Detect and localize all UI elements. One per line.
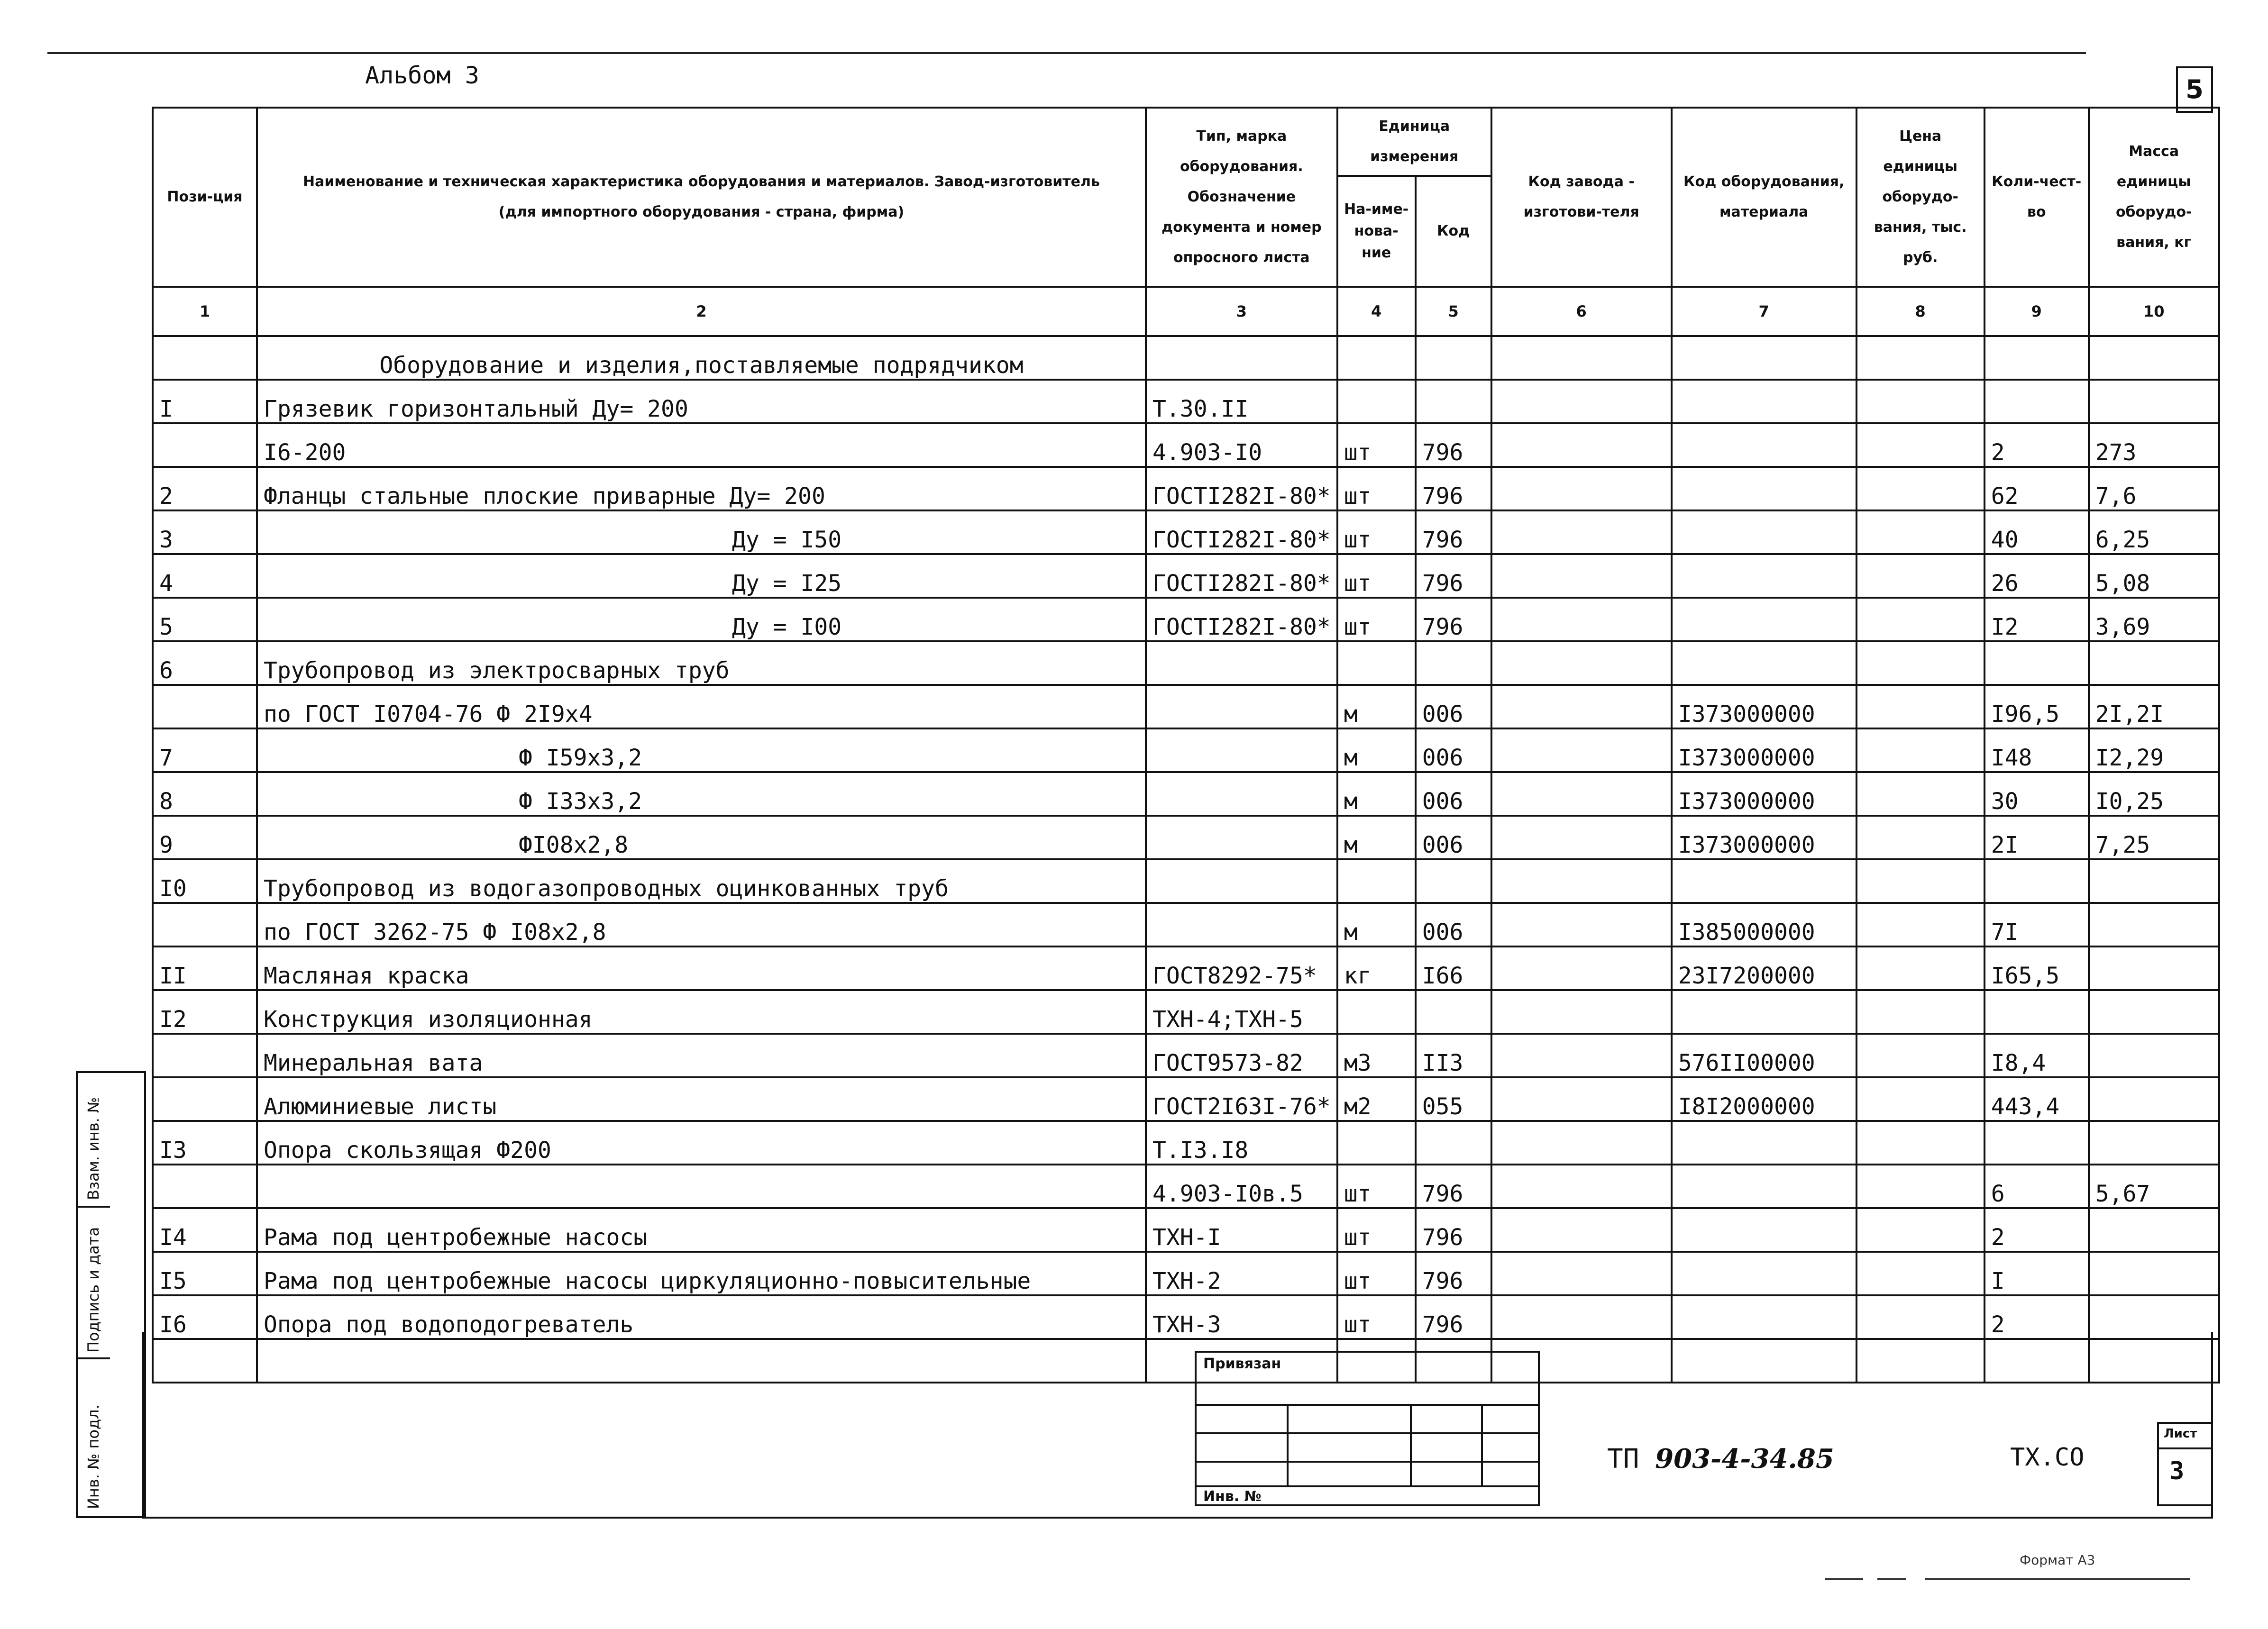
row-name: Ф I59х3,2 bbox=[257, 728, 1146, 772]
row-factory-code bbox=[1491, 946, 1672, 990]
row-name: I6-200 bbox=[257, 423, 1146, 467]
row-mass bbox=[2089, 1034, 2219, 1077]
row-factory-code bbox=[1491, 728, 1672, 772]
row-type bbox=[1146, 859, 1337, 903]
sheet-label: Лист bbox=[2164, 1427, 2197, 1441]
row-quantity bbox=[1984, 1121, 2089, 1165]
row-name: Конструкция изоляционная bbox=[257, 990, 1146, 1034]
row-name: по ГОСТ I0704-76 Ф 2I9х4 bbox=[257, 685, 1146, 728]
row-quantity: 2 bbox=[1984, 423, 2089, 467]
row-unit-code: 006 bbox=[1416, 816, 1491, 859]
row-price bbox=[1856, 772, 1984, 816]
section-row bbox=[153, 336, 2219, 380]
row-unit bbox=[1337, 380, 1416, 423]
header-name: Наименование и техническая характеристика оборудования и материалов. Завод-изготовитель (для импортного оборудования - страна, фирма) bbox=[257, 108, 1146, 287]
table-row bbox=[153, 598, 2219, 641]
col-number: 10 bbox=[2089, 287, 2219, 336]
row-mass: I0,25 bbox=[2089, 772, 2219, 816]
row-price bbox=[1856, 510, 1984, 554]
row-unit-code: 055 bbox=[1416, 1077, 1491, 1121]
row-unit: шт bbox=[1337, 1252, 1416, 1295]
row-factory-code bbox=[1491, 1077, 1672, 1121]
row-material-code: I373000000 bbox=[1672, 816, 1856, 859]
table-row bbox=[153, 1121, 2219, 1165]
row-unit-code: 796 bbox=[1416, 1165, 1491, 1208]
row-material-code bbox=[1672, 641, 1856, 685]
row-unit-code bbox=[1416, 990, 1491, 1034]
row-type: ТХН-2 bbox=[1146, 1252, 1337, 1295]
row-type: ГОСТI282I-80* bbox=[1146, 510, 1337, 554]
row-quantity: I65,5 bbox=[1984, 946, 2089, 990]
row-material-code bbox=[1672, 467, 1856, 510]
section-title: Оборудование и изделия,поставляемые подрядчиком bbox=[257, 336, 1146, 380]
row-unit-code: 796 bbox=[1416, 1208, 1491, 1252]
table-row bbox=[153, 859, 2219, 903]
table-row bbox=[153, 903, 2219, 946]
row-type: Т.30.II bbox=[1146, 380, 1337, 423]
row-factory-code bbox=[1491, 510, 1672, 554]
row-mass: 5,67 bbox=[2089, 1165, 2219, 1208]
row-position: I3 bbox=[153, 1121, 257, 1165]
row-type: ГОСТ9573-82 bbox=[1146, 1034, 1337, 1077]
row-price bbox=[1856, 467, 1984, 510]
row-position: II bbox=[153, 946, 257, 990]
row-position: 4 bbox=[153, 554, 257, 598]
row-factory-code bbox=[1491, 467, 1672, 510]
row-type: ГОСТI282I-80* bbox=[1146, 467, 1337, 510]
table-row bbox=[153, 685, 2219, 728]
row-unit: м bbox=[1337, 728, 1416, 772]
row-unit: шт bbox=[1337, 1208, 1416, 1252]
sidebar-sign-date: Подпись и дата bbox=[84, 1227, 102, 1353]
row-mass: 273 bbox=[2089, 423, 2219, 467]
row-factory-code bbox=[1491, 816, 1672, 859]
document-section: ТХ.СО bbox=[2010, 1443, 2085, 1472]
table-row bbox=[153, 510, 2219, 554]
format-label: Формат А3 bbox=[2020, 1552, 2095, 1568]
row-mass bbox=[2089, 903, 2219, 946]
row-position: 7 bbox=[153, 728, 257, 772]
row-name: Трубопровод из водогазопроводных оцинкованных труб bbox=[257, 859, 1146, 903]
row-name: Грязевик горизонтальный Ду= 200 bbox=[257, 380, 1146, 423]
row-price bbox=[1856, 1165, 1984, 1208]
table-row bbox=[153, 423, 2219, 467]
row-type: ТХН-4;ТХН-5 bbox=[1146, 990, 1337, 1034]
row-price bbox=[1856, 685, 1984, 728]
row-price bbox=[1856, 1077, 1984, 1121]
row-name: Ду = I00 bbox=[257, 598, 1146, 641]
row-unit-code: 006 bbox=[1416, 772, 1491, 816]
row-mass: 3,69 bbox=[2089, 598, 2219, 641]
row-position: I6 bbox=[153, 1295, 257, 1339]
row-factory-code bbox=[1491, 990, 1672, 1034]
row-price bbox=[1856, 641, 1984, 685]
row-unit bbox=[1337, 859, 1416, 903]
row-unit: м3 bbox=[1337, 1034, 1416, 1077]
row-price bbox=[1856, 816, 1984, 859]
table-row bbox=[153, 946, 2219, 990]
row-price bbox=[1856, 1252, 1984, 1295]
row-position: 6 bbox=[153, 641, 257, 685]
sidebar-inv-orig: Инв. № подл. bbox=[84, 1404, 102, 1509]
row-position bbox=[153, 1034, 257, 1077]
row-factory-code bbox=[1491, 1121, 1672, 1165]
document-number bbox=[1607, 1443, 1834, 1474]
stamp-inv-label: Инв. № bbox=[1203, 1488, 1262, 1505]
stamp-bound-label: Привязан bbox=[1203, 1356, 1281, 1372]
table-row bbox=[153, 1252, 2219, 1295]
row-material-code bbox=[1672, 1165, 1856, 1208]
row-position: I2 bbox=[153, 990, 257, 1034]
row-material-code: I373000000 bbox=[1672, 728, 1856, 772]
row-quantity bbox=[1984, 380, 2089, 423]
row-name: Фланцы стальные плоские приварные Ду= 200 bbox=[257, 467, 1146, 510]
row-factory-code bbox=[1491, 859, 1672, 903]
row-position: I bbox=[153, 380, 257, 423]
row-material-code: I373000000 bbox=[1672, 685, 1856, 728]
row-unit: кг bbox=[1337, 946, 1416, 990]
row-position bbox=[153, 1165, 257, 1208]
header-row-top bbox=[153, 108, 2219, 176]
row-name: Опора под водоподогреватель bbox=[257, 1295, 1146, 1339]
row-mass: 2I,2I bbox=[2089, 685, 2219, 728]
table-row bbox=[153, 641, 2219, 685]
row-position bbox=[153, 1077, 257, 1121]
row-quantity: 7I bbox=[1984, 903, 2089, 946]
specification-table bbox=[152, 107, 2220, 1383]
row-position bbox=[153, 423, 257, 467]
row-unit-code: I66 bbox=[1416, 946, 1491, 990]
row-factory-code bbox=[1491, 1034, 1672, 1077]
row-quantity: 2 bbox=[1984, 1295, 2089, 1339]
row-unit-code: 796 bbox=[1416, 1295, 1491, 1339]
row-unit-code: 796 bbox=[1416, 554, 1491, 598]
row-mass bbox=[2089, 1077, 2219, 1121]
row-position: 2 bbox=[153, 467, 257, 510]
row-price bbox=[1856, 1208, 1984, 1252]
signature-sidebar bbox=[76, 1071, 146, 1518]
row-type bbox=[1146, 641, 1337, 685]
row-name: по ГОСТ 3262-75 Ф I08х2,8 bbox=[257, 903, 1146, 946]
sidebar-replace-inv: Взам. инв. № bbox=[84, 1097, 102, 1200]
row-material-code bbox=[1672, 554, 1856, 598]
header-material-code: Код оборудования, материала bbox=[1672, 108, 1856, 287]
row-factory-code bbox=[1491, 1165, 1672, 1208]
row-name: Рама под центробежные насосы bbox=[257, 1208, 1146, 1252]
col-number: 4 bbox=[1337, 287, 1416, 336]
row-type: Т.I3.I8 bbox=[1146, 1121, 1337, 1165]
row-mass bbox=[2089, 990, 2219, 1034]
row-material-code bbox=[1672, 380, 1856, 423]
row-unit: шт bbox=[1337, 423, 1416, 467]
row-name: Алюминиевые листы bbox=[257, 1077, 1146, 1121]
row-quantity: 443,4 bbox=[1984, 1077, 2089, 1121]
row-factory-code bbox=[1491, 772, 1672, 816]
header-quantity: Коли-чест-во bbox=[1984, 108, 2089, 287]
row-price bbox=[1856, 1034, 1984, 1077]
row-mass bbox=[2089, 641, 2219, 685]
row-type: 4.903-I0в.5 bbox=[1146, 1165, 1337, 1208]
row-price bbox=[1856, 554, 1984, 598]
row-factory-code bbox=[1491, 554, 1672, 598]
table-row bbox=[153, 1165, 2219, 1208]
row-price bbox=[1856, 423, 1984, 467]
row-name bbox=[257, 1165, 1146, 1208]
row-name: Минеральная вата bbox=[257, 1034, 1146, 1077]
row-quantity: 40 bbox=[1984, 510, 2089, 554]
col-number: 1 bbox=[153, 287, 257, 336]
bottom-frame bbox=[142, 1332, 2213, 1519]
row-position: 8 bbox=[153, 772, 257, 816]
row-type: ГОСТ8292-75* bbox=[1146, 946, 1337, 990]
row-factory-code bbox=[1491, 598, 1672, 641]
row-unit bbox=[1337, 641, 1416, 685]
row-factory-code bbox=[1491, 423, 1672, 467]
row-type: ГОСТI282I-80* bbox=[1146, 598, 1337, 641]
row-unit-code bbox=[1416, 859, 1491, 903]
doc-prefix: ТП bbox=[1607, 1444, 1639, 1474]
row-quantity bbox=[1984, 859, 2089, 903]
table-body bbox=[153, 380, 2219, 1339]
row-unit: шт bbox=[1337, 1165, 1416, 1208]
row-quantity: 2 bbox=[1984, 1208, 2089, 1252]
row-unit-code: 006 bbox=[1416, 685, 1491, 728]
row-mass: 5,08 bbox=[2089, 554, 2219, 598]
row-quantity bbox=[1984, 641, 2089, 685]
table-row bbox=[153, 467, 2219, 510]
dash-mark bbox=[1825, 1578, 1863, 1580]
bound-stamp bbox=[1195, 1351, 1540, 1506]
row-unit-code: 796 bbox=[1416, 1252, 1491, 1295]
table-row bbox=[153, 728, 2219, 772]
doc-code: 903-4-34.85 bbox=[1655, 1443, 1834, 1474]
row-price bbox=[1856, 380, 1984, 423]
row-name: ФI08х2,8 bbox=[257, 816, 1146, 859]
row-factory-code bbox=[1491, 641, 1672, 685]
col-number: 2 bbox=[257, 287, 1146, 336]
header-position: Пози-ция bbox=[153, 108, 257, 287]
row-mass bbox=[2089, 1208, 2219, 1252]
col-number: 7 bbox=[1672, 287, 1856, 336]
row-quantity: I8,4 bbox=[1984, 1034, 2089, 1077]
row-unit-code: 796 bbox=[1416, 510, 1491, 554]
row-type bbox=[1146, 816, 1337, 859]
row-type bbox=[1146, 728, 1337, 772]
row-unit bbox=[1337, 990, 1416, 1034]
row-unit-code: 006 bbox=[1416, 903, 1491, 946]
row-quantity: 26 bbox=[1984, 554, 2089, 598]
row-name: Трубопровод из электросварных труб bbox=[257, 641, 1146, 685]
header-factory-code: Код завода - изготови-теля bbox=[1491, 108, 1672, 287]
row-name: Ду = I50 bbox=[257, 510, 1146, 554]
row-factory-code bbox=[1491, 1252, 1672, 1295]
row-material-code bbox=[1672, 423, 1856, 467]
row-unit: м bbox=[1337, 903, 1416, 946]
row-mass: I2,29 bbox=[2089, 728, 2219, 772]
row-unit: м bbox=[1337, 685, 1416, 728]
row-factory-code bbox=[1491, 1208, 1672, 1252]
row-unit: шт bbox=[1337, 554, 1416, 598]
row-unit bbox=[1337, 1121, 1416, 1165]
header-mass: Масса единицы оборудо-вания, кг bbox=[2089, 108, 2219, 287]
row-type bbox=[1146, 772, 1337, 816]
row-material-code: I373000000 bbox=[1672, 772, 1856, 816]
row-unit: м bbox=[1337, 772, 1416, 816]
header-type: Тип, марка оборудования. Обозначение документа и номер опросного листа bbox=[1146, 108, 1337, 287]
row-price bbox=[1856, 728, 1984, 772]
row-unit-code bbox=[1416, 1121, 1491, 1165]
table-row bbox=[153, 554, 2219, 598]
row-mass: 7,25 bbox=[2089, 816, 2219, 859]
row-quantity: 30 bbox=[1984, 772, 2089, 816]
album-label: Альбом 3 bbox=[365, 62, 479, 89]
row-material-code: 23I7200000 bbox=[1672, 946, 1856, 990]
row-material-code: I385000000 bbox=[1672, 903, 1856, 946]
row-unit-code bbox=[1416, 641, 1491, 685]
row-unit: шт bbox=[1337, 467, 1416, 510]
row-material-code bbox=[1672, 1121, 1856, 1165]
row-type bbox=[1146, 685, 1337, 728]
dash-mark bbox=[1925, 1578, 2190, 1580]
row-material-code: I8I2000000 bbox=[1672, 1077, 1856, 1121]
header-price: Цена единицы оборудо-вания, тыс. руб. bbox=[1856, 108, 1984, 287]
row-price bbox=[1856, 990, 1984, 1034]
row-name: Ф I33х3,2 bbox=[257, 772, 1146, 816]
row-price bbox=[1856, 598, 1984, 641]
row-mass bbox=[2089, 380, 2219, 423]
row-unit: шт bbox=[1337, 510, 1416, 554]
row-mass: 6,25 bbox=[2089, 510, 2219, 554]
table-row bbox=[153, 380, 2219, 423]
row-type: ГОСТ2I63I-76* bbox=[1146, 1077, 1337, 1121]
row-material-code: 576II00000 bbox=[1672, 1034, 1856, 1077]
row-position: 9 bbox=[153, 816, 257, 859]
row-price bbox=[1856, 903, 1984, 946]
table-row bbox=[153, 1208, 2219, 1252]
row-name: Масляная краска bbox=[257, 946, 1146, 990]
row-quantity: 2I bbox=[1984, 816, 2089, 859]
row-position: I5 bbox=[153, 1252, 257, 1295]
page-number: 5 bbox=[2176, 66, 2213, 113]
column-number-row bbox=[153, 287, 2219, 336]
row-factory-code bbox=[1491, 685, 1672, 728]
row-quantity: I96,5 bbox=[1984, 685, 2089, 728]
row-unit-code: 796 bbox=[1416, 467, 1491, 510]
dash-mark bbox=[1877, 1578, 1906, 1580]
row-factory-code bbox=[1491, 380, 1672, 423]
row-price bbox=[1856, 946, 1984, 990]
row-quantity: 6 bbox=[1984, 1165, 2089, 1208]
row-factory-code bbox=[1491, 903, 1672, 946]
row-type bbox=[1146, 903, 1337, 946]
row-price bbox=[1856, 1121, 1984, 1165]
top-rule bbox=[47, 52, 2086, 54]
header-unit-group: Единица измерения bbox=[1337, 108, 1491, 176]
col-number: 3 bbox=[1146, 287, 1337, 336]
row-unit: шт bbox=[1337, 598, 1416, 641]
table-row bbox=[153, 1034, 2219, 1077]
row-unit: м bbox=[1337, 816, 1416, 859]
row-position: I0 bbox=[153, 859, 257, 903]
table-row bbox=[153, 1077, 2219, 1121]
row-unit-code bbox=[1416, 380, 1491, 423]
col-number: 5 bbox=[1416, 287, 1491, 336]
row-type: 4.903-I0 bbox=[1146, 423, 1337, 467]
table-row bbox=[153, 816, 2219, 859]
row-material-code bbox=[1672, 1252, 1856, 1295]
row-quantity: I2 bbox=[1984, 598, 2089, 641]
row-mass bbox=[2089, 859, 2219, 903]
row-unit-code: 796 bbox=[1416, 598, 1491, 641]
row-position bbox=[153, 685, 257, 728]
table-row bbox=[153, 990, 2219, 1034]
col-number: 6 bbox=[1491, 287, 1672, 336]
header-unit-name: На-име-нова-ние bbox=[1337, 176, 1416, 287]
row-unit-code: II3 bbox=[1416, 1034, 1491, 1077]
row-position: I4 bbox=[153, 1208, 257, 1252]
row-mass: 7,6 bbox=[2089, 467, 2219, 510]
row-name: Рама под центробежные насосы циркуляционно-повысительные bbox=[257, 1252, 1146, 1295]
row-name: Опора скользящая Ф200 bbox=[257, 1121, 1146, 1165]
row-material-code bbox=[1672, 510, 1856, 554]
sheet-number: 3 bbox=[2169, 1457, 2185, 1485]
row-material-code bbox=[1672, 598, 1856, 641]
row-unit: м2 bbox=[1337, 1077, 1416, 1121]
row-material-code bbox=[1672, 859, 1856, 903]
header-unit-code: Код bbox=[1416, 176, 1491, 287]
col-number: 8 bbox=[1856, 287, 1984, 336]
row-type: ТХН-I bbox=[1146, 1208, 1337, 1252]
sheet-box bbox=[2157, 1422, 2213, 1506]
row-position: 3 bbox=[153, 510, 257, 554]
row-type: ГОСТI282I-80* bbox=[1146, 554, 1337, 598]
row-type: ТХН-3 bbox=[1146, 1295, 1337, 1339]
row-mass bbox=[2089, 1252, 2219, 1295]
col-number: 9 bbox=[1984, 287, 2089, 336]
row-price bbox=[1856, 859, 1984, 903]
row-unit-code: 006 bbox=[1416, 728, 1491, 772]
row-quantity bbox=[1984, 990, 2089, 1034]
row-unit-code: 796 bbox=[1416, 423, 1491, 467]
row-mass bbox=[2089, 1121, 2219, 1165]
row-quantity: I bbox=[1984, 1252, 2089, 1295]
row-unit: шт bbox=[1337, 1295, 1416, 1339]
row-quantity: 62 bbox=[1984, 467, 2089, 510]
row-material-code bbox=[1672, 1208, 1856, 1252]
row-name: Ду = I25 bbox=[257, 554, 1146, 598]
row-position bbox=[153, 903, 257, 946]
table-row bbox=[153, 772, 2219, 816]
row-material-code bbox=[1672, 990, 1856, 1034]
row-quantity: I48 bbox=[1984, 728, 2089, 772]
row-position: 5 bbox=[153, 598, 257, 641]
row-mass bbox=[2089, 946, 2219, 990]
